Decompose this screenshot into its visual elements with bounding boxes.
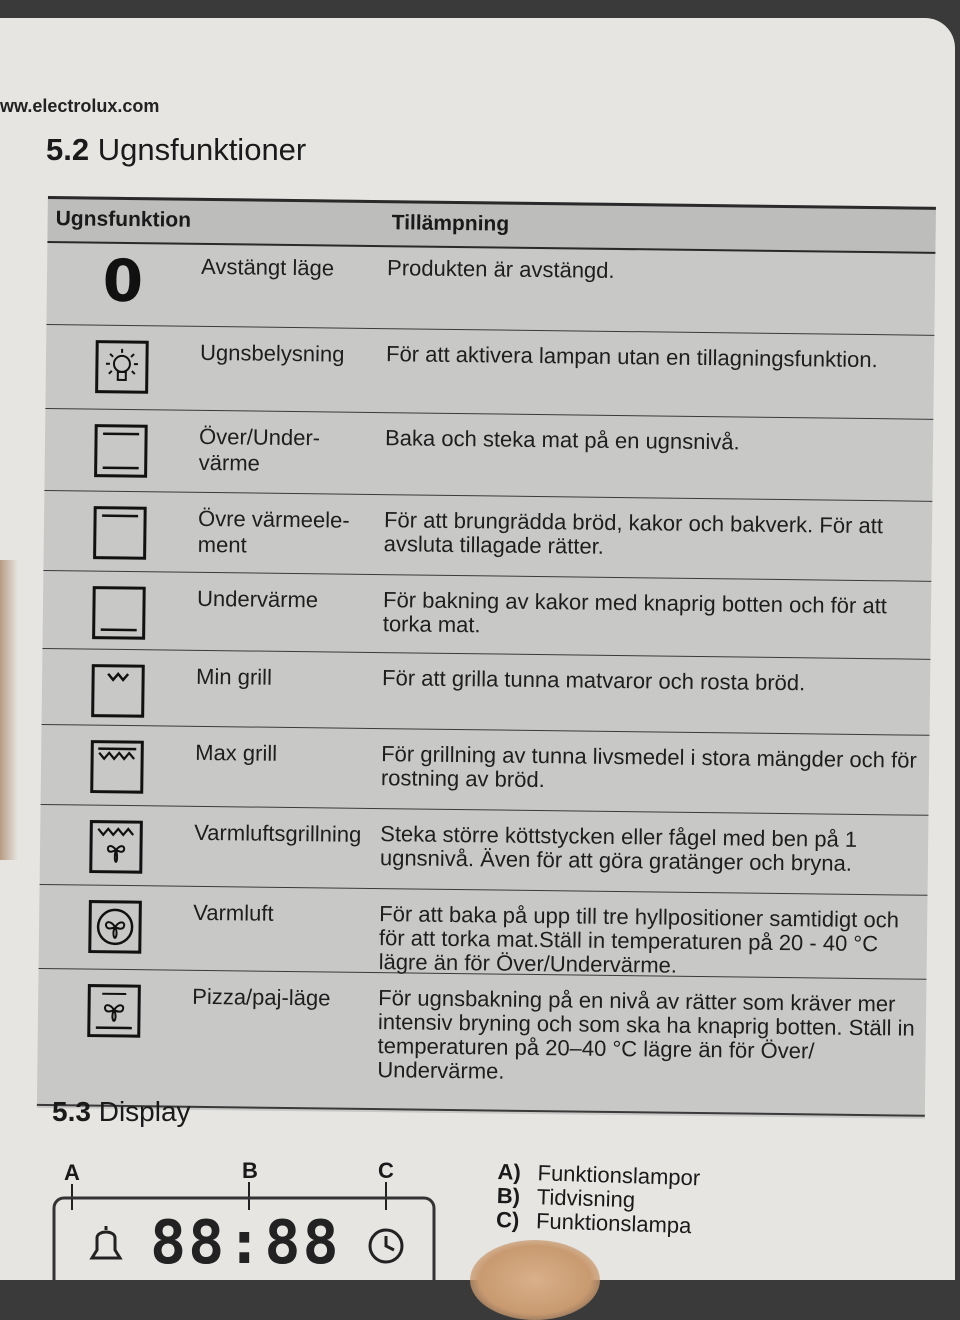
function-desc: För att grilla tunna matvaror och rosta bröd. [382, 666, 922, 697]
clock-icon [370, 1230, 402, 1262]
pizza-icon [86, 983, 143, 1040]
display-legend [496, 1160, 701, 1238]
table-row [45, 326, 934, 420]
legend-key: B) [496, 1184, 523, 1209]
max-grill-icon [89, 739, 146, 796]
zero-symbol-text: 0 [102, 247, 143, 315]
table-row [44, 410, 933, 502]
table-row [43, 492, 932, 582]
function-name: Varmluftsgrillning [194, 820, 372, 848]
legend-key: A) [497, 1160, 524, 1185]
oven-functions-table [37, 196, 936, 1119]
function-name: Pizza/paj-läge [192, 984, 370, 1012]
function-name: Max grill [195, 740, 373, 768]
function-name: Min grill [196, 664, 374, 692]
function-desc: För att brungrädda bröd, kakor och bakverk. För att avsluta tillagade rätter. [384, 508, 925, 563]
legend-key: C) [496, 1208, 523, 1233]
bell-icon [92, 1226, 120, 1258]
table-row [37, 970, 927, 1117]
function-name: Över/Under- värme [199, 424, 378, 478]
function-desc: För att aktivera lampan utan en tillagningsfunktion. [386, 342, 926, 373]
table-row [46, 240, 935, 336]
label-c: C [378, 1158, 394, 1184]
finger-shadow [0, 560, 18, 860]
fan-icon [87, 899, 144, 956]
function-desc: För att baka på upp till tre hyllpositioner samtidigt och för att torka mat.Ställ in temperaturen på 20 - 40 °C lägre än för Över/Undervärme. [379, 902, 920, 981]
min-grill-icon [90, 663, 147, 720]
legend-text: Funktionslampa [536, 1209, 692, 1238]
display-diagram [40, 1150, 460, 1280]
function-name: Varmluft [193, 900, 371, 928]
bottom-heat-icon [91, 585, 148, 642]
zero-symbol [95, 253, 152, 310]
function-desc: För grillning av tunna livsmedel i stora mängder och för rostning av bröd. [381, 742, 922, 797]
thumb [470, 1240, 600, 1320]
table-row [39, 886, 928, 980]
function-name: Undervärme [197, 586, 375, 614]
website-url: ww.electrolux.com [0, 96, 159, 117]
table-row [40, 806, 929, 896]
top-bottom-heat-icon [93, 423, 150, 480]
table-row [42, 650, 931, 736]
legend-text: Funktionslampor [537, 1161, 700, 1190]
column-header-function: Ugnsfunktion [56, 207, 192, 233]
legend-text: Tidvisning [536, 1185, 635, 1212]
display-section-heading [52, 1096, 191, 1128]
time-display: 88:88 [150, 1208, 341, 1278]
function-name: Övre värmeele- ment [198, 506, 377, 560]
function-name: Ugnsbelysning [200, 340, 378, 368]
table-row [41, 726, 930, 816]
label-b: B [242, 1158, 258, 1184]
turbo-grill-icon [88, 819, 145, 876]
function-desc: För ugnsbakning på en nivå av rätter som kräver mer intensiv bryning och som ska ha knaprig botten. Ställ in temperaturen på 20–40 °C lägre än för Över/ Undervärme. [377, 986, 918, 1089]
label-a: A [64, 1160, 80, 1186]
display-section-number: 5.3 [52, 1096, 91, 1127]
section-heading [46, 132, 306, 168]
display-section-title: Display [99, 1096, 191, 1127]
section-title: Ugnsfunktioner [98, 132, 307, 167]
function-name: Avstängt läge [201, 254, 379, 282]
table-row [42, 572, 931, 660]
column-header-application: Tillämpning [392, 211, 510, 236]
function-desc: Steka större köttstycken eller fågel med ben på 1 ugnsnivå. Även för att göra gratänger och bryna. [380, 822, 921, 877]
function-desc: För bakning av kakor med knaprig botten och för att torka mat. [383, 588, 924, 643]
function-desc: Produkten är avstängd. [387, 256, 927, 287]
top-heat-icon [92, 505, 149, 562]
lamp-icon [94, 339, 151, 396]
function-desc: Baka och steka mat på en ugnsnivå. [385, 426, 925, 457]
section-number: 5.2 [46, 132, 89, 167]
